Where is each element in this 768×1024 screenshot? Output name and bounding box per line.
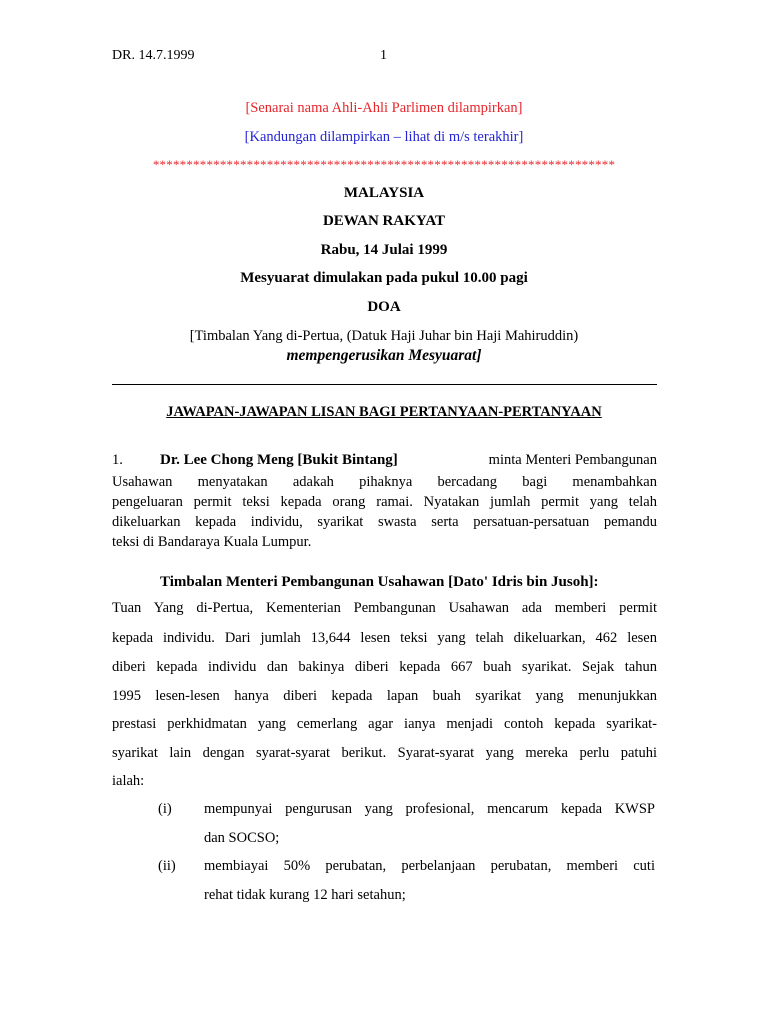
members-list-notice: [Senarai nama Ahli-Ahli Parlimen dilampirkan]	[245, 100, 523, 116]
question-line: dikeluarkan kepada individu, syarikat swasta serta persatuan-persatuan pemandu	[112, 514, 657, 530]
section-title: JAWAPAN-JAWAPAN LISAN BAGI PERTANYAAN-PERTANYAAN	[166, 404, 602, 420]
answer-speaker: Timbalan Menteri Pembangunan Usahawan [Dato' Idris bin Jusoh]:	[160, 574, 599, 590]
house-title: DEWAN RAKYAT	[322, 213, 446, 229]
condition-text: rehat tidak kurang 12 hari setahun;	[204, 887, 406, 903]
prayer-heading: DOA	[367, 299, 401, 315]
question-text	[112, 472, 657, 552]
answer-line: prestasi perkhidmatan yang cemerlang agar ianya menjadi contoh kepada syarikat-	[112, 716, 657, 732]
condition-text: dan SOCSO;	[204, 830, 280, 846]
condition-label: (i)	[158, 801, 172, 817]
condition-text: membiayai 50% perubatan, perbelanjaan perubatan, memberi cuti	[204, 858, 655, 874]
separator-stars: *********************************************************************	[152, 157, 616, 172]
question-asker: Dr. Lee Chong Meng [Bukit Bintang]	[160, 452, 398, 468]
answer-line: ialah:	[112, 773, 145, 789]
country-title: MALAYSIA	[343, 185, 425, 201]
condition-text: mempunyai pengurusan yang profesional, mencarum kepada KWSP	[204, 801, 655, 817]
chair-note-continued: mempengerusikan Mesyuarat]	[286, 347, 482, 364]
answer-line: syarikat lain dengan syarat-syarat berikut. Syarat-syarat yang mereka perlu patuhi	[112, 745, 657, 761]
sitting-start-time: Mesyuarat dimulakan pada pukul 10.00 pagi	[240, 270, 528, 286]
horizontal-rule	[112, 384, 657, 385]
document-reference: DR. 14.7.1999	[112, 48, 195, 63]
question-line: teksi di Bandaraya Kuala Lumpur.	[112, 534, 312, 550]
contents-notice: [Kandungan dilampirkan – lihat di m/s terakhir]	[244, 129, 524, 145]
question-text-start: minta Menteri Pembangunan	[488, 452, 657, 468]
answer-line: 1995 lesen-lesen hanya diberi kepada lapan buah syarikat yang menunjukkan	[112, 688, 657, 704]
chair-note: [Timbalan Yang di-Pertua, (Datuk Haji Juhar bin Haji Mahiruddin)	[189, 328, 579, 344]
condition-label: (ii)	[158, 858, 176, 874]
sitting-date: Rabu, 14 Julai 1999	[320, 242, 448, 258]
answer-line: diberi kepada individu dan bakinya diberi kepada 667 buah syarikat. Sejak tahun	[112, 659, 657, 675]
page-number: 1	[380, 48, 387, 63]
question-line: Usahawan menyatakan adakah pihaknya bercadang bagi menambahkan	[112, 474, 657, 490]
answer-line: kepada individu. Dari jumlah 13,644 lesen teksi yang telah dikeluarkan, 462 lesen	[112, 630, 657, 646]
question-first-line	[112, 452, 657, 469]
question-line: pengeluaran permit teksi kepada orang ramai. Nyatakan jumlah permit yang telah	[112, 494, 657, 510]
question-number: 1.	[112, 452, 123, 468]
answer-line: Tuan Yang di-Pertua, Kementerian Pembangunan Usahawan ada memberi permit	[112, 600, 657, 616]
